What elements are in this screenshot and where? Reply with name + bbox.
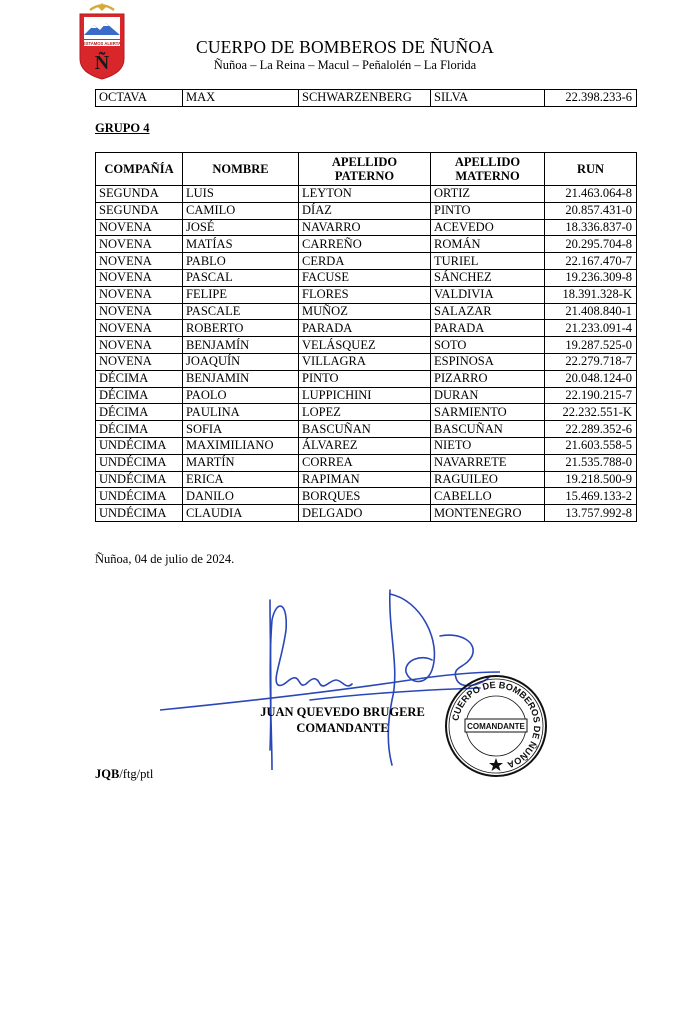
- table-row: [96, 269, 637, 286]
- cell-apellido-paterno: NAVARRO: [299, 219, 431, 236]
- cell-apellido-paterno: DELGADO: [299, 505, 431, 522]
- cell-apellido-materno: SILVA: [431, 90, 545, 107]
- header-apellido-paterno: APELLIDO PATERNO: [299, 153, 431, 186]
- cell-apellido-paterno: PINTO: [299, 370, 431, 387]
- cell-nombre: DANILO: [183, 488, 299, 505]
- cell-run: 20.048.124-0: [545, 370, 637, 387]
- cell-nombre: ERICA: [183, 471, 299, 488]
- cell-run: 18.391.328-K: [545, 286, 637, 303]
- cell-compania: DÉCIMA: [96, 404, 183, 421]
- svg-text:Ñ: Ñ: [94, 52, 110, 74]
- cell-apellido-paterno: BASCUÑAN: [299, 421, 431, 438]
- cell-nombre: BENJAMÍN: [183, 337, 299, 354]
- cell-compania: NOVENA: [96, 253, 183, 270]
- cell-run: 22.167.470-7: [545, 253, 637, 270]
- cell-compania: NOVENA: [96, 236, 183, 253]
- table-header-row: [96, 153, 637, 186]
- cell-run: 21.233.091-4: [545, 320, 637, 337]
- cell-nombre: LUIS: [183, 186, 299, 203]
- cell-apellido-materno: VALDIVIA: [431, 286, 545, 303]
- cell-compania: OCTAVA: [96, 90, 183, 107]
- cell-run: 19.218.500-9: [545, 471, 637, 488]
- cell-apellido-paterno: CORREA: [299, 454, 431, 471]
- cell-nombre: MATÍAS: [183, 236, 299, 253]
- date-line: Ñuñoa, 04 de julio de 2024.: [95, 552, 235, 566]
- cell-nombre: MAX: [183, 90, 299, 107]
- table-row: [96, 404, 637, 421]
- cell-apellido-paterno: CARREÑO: [299, 236, 431, 253]
- cell-nombre: PAULINA: [183, 404, 299, 421]
- cell-run: 22.190.215-7: [545, 387, 637, 404]
- cell-compania: UNDÉCIMA: [96, 471, 183, 488]
- table-row: [96, 505, 637, 522]
- cell-run: 13.757.992-8: [545, 505, 637, 522]
- signature-block: [200, 704, 485, 736]
- table-row: [96, 337, 637, 354]
- cell-apellido-materno: CABELLO: [431, 488, 545, 505]
- cell-nombre: PASCAL: [183, 269, 299, 286]
- cell-run: 18.336.837-0: [545, 219, 637, 236]
- table-row: [96, 437, 637, 454]
- cell-run: 22.279.718-7: [545, 353, 637, 370]
- cell-compania: SEGUNDA: [96, 186, 183, 203]
- cell-run: 15.469.133-2: [545, 488, 637, 505]
- cell-compania: NOVENA: [96, 219, 183, 236]
- table-row: [96, 186, 637, 203]
- cell-apellido-paterno: ÁLVAREZ: [299, 437, 431, 454]
- table-row: [96, 421, 637, 438]
- cell-run: 21.463.064-8: [545, 186, 637, 203]
- cell-apellido-materno: MONTENEGRO: [431, 505, 545, 522]
- cell-nombre: FELIPE: [183, 286, 299, 303]
- signer-name: JUAN QUEVEDO BRUGERE: [260, 705, 425, 719]
- cell-apellido-paterno: FLORES: [299, 286, 431, 303]
- cell-compania: UNDÉCIMA: [96, 437, 183, 454]
- cell-compania: NOVENA: [96, 269, 183, 286]
- table-row: [96, 286, 637, 303]
- cell-apellido-materno: ROMÁN: [431, 236, 545, 253]
- cell-compania: NOVENA: [96, 337, 183, 354]
- cell-nombre: JOAQUÍN: [183, 353, 299, 370]
- table-row: [96, 454, 637, 471]
- cell-nombre: PABLO: [183, 253, 299, 270]
- cell-nombre: JOSÉ: [183, 219, 299, 236]
- reference-initials: [95, 767, 153, 782]
- cell-compania: UNDÉCIMA: [96, 488, 183, 505]
- cell-run: 21.535.788-0: [545, 454, 637, 471]
- group-heading: GRUPO 4: [95, 121, 150, 135]
- cell-apellido-materno: BASCUÑAN: [431, 421, 545, 438]
- cell-compania: NOVENA: [96, 303, 183, 320]
- initials-rest: /ftg/ptl: [119, 767, 154, 781]
- cell-apellido-materno: ACEVEDO: [431, 219, 545, 236]
- table-row: [96, 387, 637, 404]
- cell-compania: NOVENA: [96, 353, 183, 370]
- cell-apellido-materno: PINTO: [431, 202, 545, 219]
- cell-apellido-materno: DURAN: [431, 387, 545, 404]
- cell-run: 22.232.551-K: [545, 404, 637, 421]
- cell-apellido-paterno: FACUSE: [299, 269, 431, 286]
- table-row: [96, 303, 637, 320]
- cell-compania: NOVENA: [96, 320, 183, 337]
- table-row: [96, 90, 637, 107]
- cell-apellido-paterno: RAPIMAN: [299, 471, 431, 488]
- cell-apellido-paterno: BORQUES: [299, 488, 431, 505]
- cell-nombre: BENJAMIN: [183, 370, 299, 387]
- cell-apellido-materno: SALAZAR: [431, 303, 545, 320]
- cell-apellido-materno: PIZARRO: [431, 370, 545, 387]
- fire-brigade-crest-logo: [76, 1, 128, 81]
- cell-apellido-paterno: LEYTON: [299, 186, 431, 203]
- cell-apellido-materno: SARMIENTO: [431, 404, 545, 421]
- cell-apellido-materno: SÁNCHEZ: [431, 269, 545, 286]
- table-row: [96, 320, 637, 337]
- cell-nombre: PASCALE: [183, 303, 299, 320]
- svg-text:ESTAMOS ALERTA: ESTAMOS ALERTA: [82, 41, 122, 46]
- previous-group-table: [95, 89, 637, 107]
- cell-apellido-materno: TURIEL: [431, 253, 545, 270]
- cell-apellido-paterno: DÍAZ: [299, 202, 431, 219]
- cell-nombre: MARTÍN: [183, 454, 299, 471]
- cell-run: 22.289.352-6: [545, 421, 637, 438]
- cell-apellido-materno: NIETO: [431, 437, 545, 454]
- cell-compania: UNDÉCIMA: [96, 454, 183, 471]
- table-row: [96, 202, 637, 219]
- cell-apellido-paterno: MUÑOZ: [299, 303, 431, 320]
- cell-run: 21.603.558-5: [545, 437, 637, 454]
- cell-apellido-materno: NAVARRETE: [431, 454, 545, 471]
- cell-nombre: CAMILO: [183, 202, 299, 219]
- cell-nombre: ROBERTO: [183, 320, 299, 337]
- table-row: [96, 236, 637, 253]
- header-apellido-materno: APELLIDO MATERNO: [431, 153, 545, 186]
- cell-nombre: CLAUDIA: [183, 505, 299, 522]
- header-nombre: NOMBRE: [183, 153, 299, 186]
- document-subtitle: Ñuñoa – La Reina – Macul – Peñalolén – La Florida: [213, 58, 477, 72]
- cell-run: 22.398.233-6: [545, 90, 637, 107]
- official-stamp: [444, 674, 548, 778]
- cell-compania: DÉCIMA: [96, 387, 183, 404]
- table-row: [96, 219, 637, 236]
- cell-apellido-paterno: VELÁSQUEZ: [299, 337, 431, 354]
- stamp-ring-text: CUERPO DE BOMBEROS DE ÑUÑOA: [450, 679, 543, 771]
- cell-apellido-paterno: LUPPICHINI: [299, 387, 431, 404]
- table-row: [96, 488, 637, 505]
- cell-apellido-materno: ESPINOSA: [431, 353, 545, 370]
- table-row: [96, 253, 637, 270]
- cell-apellido-paterno: LOPEZ: [299, 404, 431, 421]
- cell-compania: SEGUNDA: [96, 202, 183, 219]
- cell-apellido-paterno: SCHWARZENBERG: [299, 90, 431, 107]
- cell-nombre: MAXIMILIANO: [183, 437, 299, 454]
- stamp-center-text: COMANDANTE: [467, 722, 525, 731]
- cell-apellido-paterno: CERDA: [299, 253, 431, 270]
- cell-compania: DÉCIMA: [96, 421, 183, 438]
- table-row: [96, 353, 637, 370]
- table-row: [96, 471, 637, 488]
- header-compania: COMPAÑÍA: [96, 153, 183, 186]
- cell-apellido-materno: SOTO: [431, 337, 545, 354]
- cell-run: 20.857.431-0: [545, 202, 637, 219]
- cell-apellido-materno: PARADA: [431, 320, 545, 337]
- cell-run: 21.408.840-1: [545, 303, 637, 320]
- cell-compania: DÉCIMA: [96, 370, 183, 387]
- initials-bold: JQB: [95, 767, 120, 781]
- cell-apellido-paterno: PARADA: [299, 320, 431, 337]
- group-4-table: [95, 152, 637, 522]
- cell-apellido-materno: ORTIZ: [431, 186, 545, 203]
- cell-compania: UNDÉCIMA: [96, 505, 183, 522]
- cell-run: 20.295.704-8: [545, 236, 637, 253]
- cell-run: 19.236.309-8: [545, 269, 637, 286]
- cell-nombre: SOFIA: [183, 421, 299, 438]
- document-title: CUERPO DE BOMBEROS DE ÑUÑOA: [195, 37, 495, 57]
- table-row: [96, 370, 637, 387]
- signer-role: COMANDANTE: [296, 721, 389, 735]
- cell-run: 19.287.525-0: [545, 337, 637, 354]
- cell-apellido-paterno: VILLAGRA: [299, 353, 431, 370]
- cell-apellido-materno: RAGUILEO: [431, 471, 545, 488]
- cell-compania: NOVENA: [96, 286, 183, 303]
- header-run: RUN: [545, 153, 637, 186]
- cell-nombre: PAOLO: [183, 387, 299, 404]
